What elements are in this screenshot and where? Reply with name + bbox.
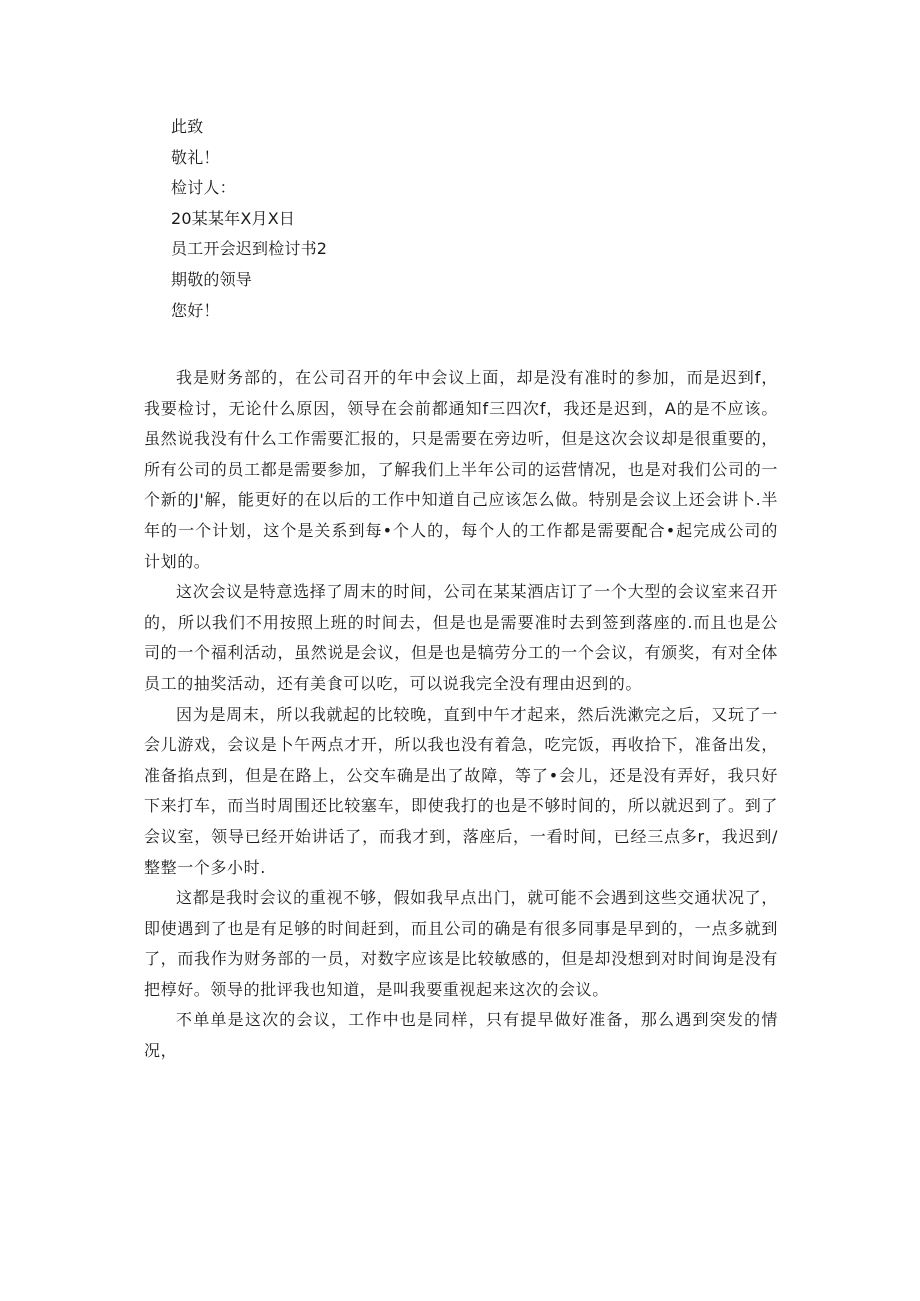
letter-body — [144, 363, 778, 1067]
body-paragraph: 这次会议是特意选择了周末的时间，公司在某某酒店订了一个大型的会议室来召开的，所以我们不用按照上班的时间去，但是也是需要准时去到签到落座的.而且也是公司的一个福利活动，虽然说是会议，但是也是犒劳分工的一个会议，有颁奖，有对全体员工的抽奖活动，还有美食可以吃，可以说我完全没有理由迟到的。 — [144, 582, 778, 693]
letter-date: 20某某年X月X日 — [171, 208, 296, 228]
body-paragraph: 不单单是这次的会议，工作中也是同样，只有提早做好准备，那么遇到突发的情况， — [144, 1010, 778, 1061]
body-paragraph: 因为是周末，所以我就起的比较晚，直到中午才起来，然后洗漱完之后，又玩了一会儿游戏，会议是卜午两点才开，所以我也没有着急，吃完饭，再收拾下，准备出发，准备掐点到，但是在路上，公交车确是出了故障，等了•会儿，还是没有弄好，我只好下来打车，而当时周围还比较塞车，即使我打的也是不够时间的，所以就迟到了。到了会议室，领导已经开始讲话了，而我才到，落座后，一看时间，已经三点多r，我迟到/整整一个多小时. — [144, 704, 778, 877]
closing-salutation: 此致 — [171, 117, 204, 136]
body-paragraph: 我是财务部的，在公司召开的年中会议上面，却是没有准时的参加，而是迟到f，我要检讨，无论什么原因，领导在会前都通知f三四次f，我还是迟到，A的是不应该。虽然说我没有什么工作需要汇报的，只是需要在旁边听，但是这次会议却是很重要的，所有公司的员工都是需要参加，了解我们上半年公司的运营情况，也是对我们公司的一个新的J'解，能更好的在以后的工作中知道自己应该怎么做。特别是会议上还会讲卜.半年的一个计划，这个是关系到每•个人的，每个人的工作都是需要配合•起完成公司的计划的。 — [144, 368, 778, 571]
letter-greeting: 您好！ — [171, 300, 220, 320]
letter-header-lines — [171, 112, 791, 326]
closing-regards: 敬礼！ — [171, 147, 220, 167]
letter-addressee: 期敬的领导 — [171, 269, 253, 289]
body-paragraph: 这都是我时会议的重视不够，假如我早点出门，就可能不会遇到这些交通状况了，即使遇到了也是有足够的时间赶到，而且公司的确是有很多同事是早到的，一点多就到了，而我作为财务部的一员，对数字应该是比较敏感的，但是却没想到对时间询是没有把椁好。领导的批评我也知道，是叫我要重视起来这次的会议。 — [144, 888, 778, 999]
signer-label: 检讨人： — [171, 178, 236, 198]
letter-title: 员工开会迟到检讨书2 — [171, 239, 328, 259]
